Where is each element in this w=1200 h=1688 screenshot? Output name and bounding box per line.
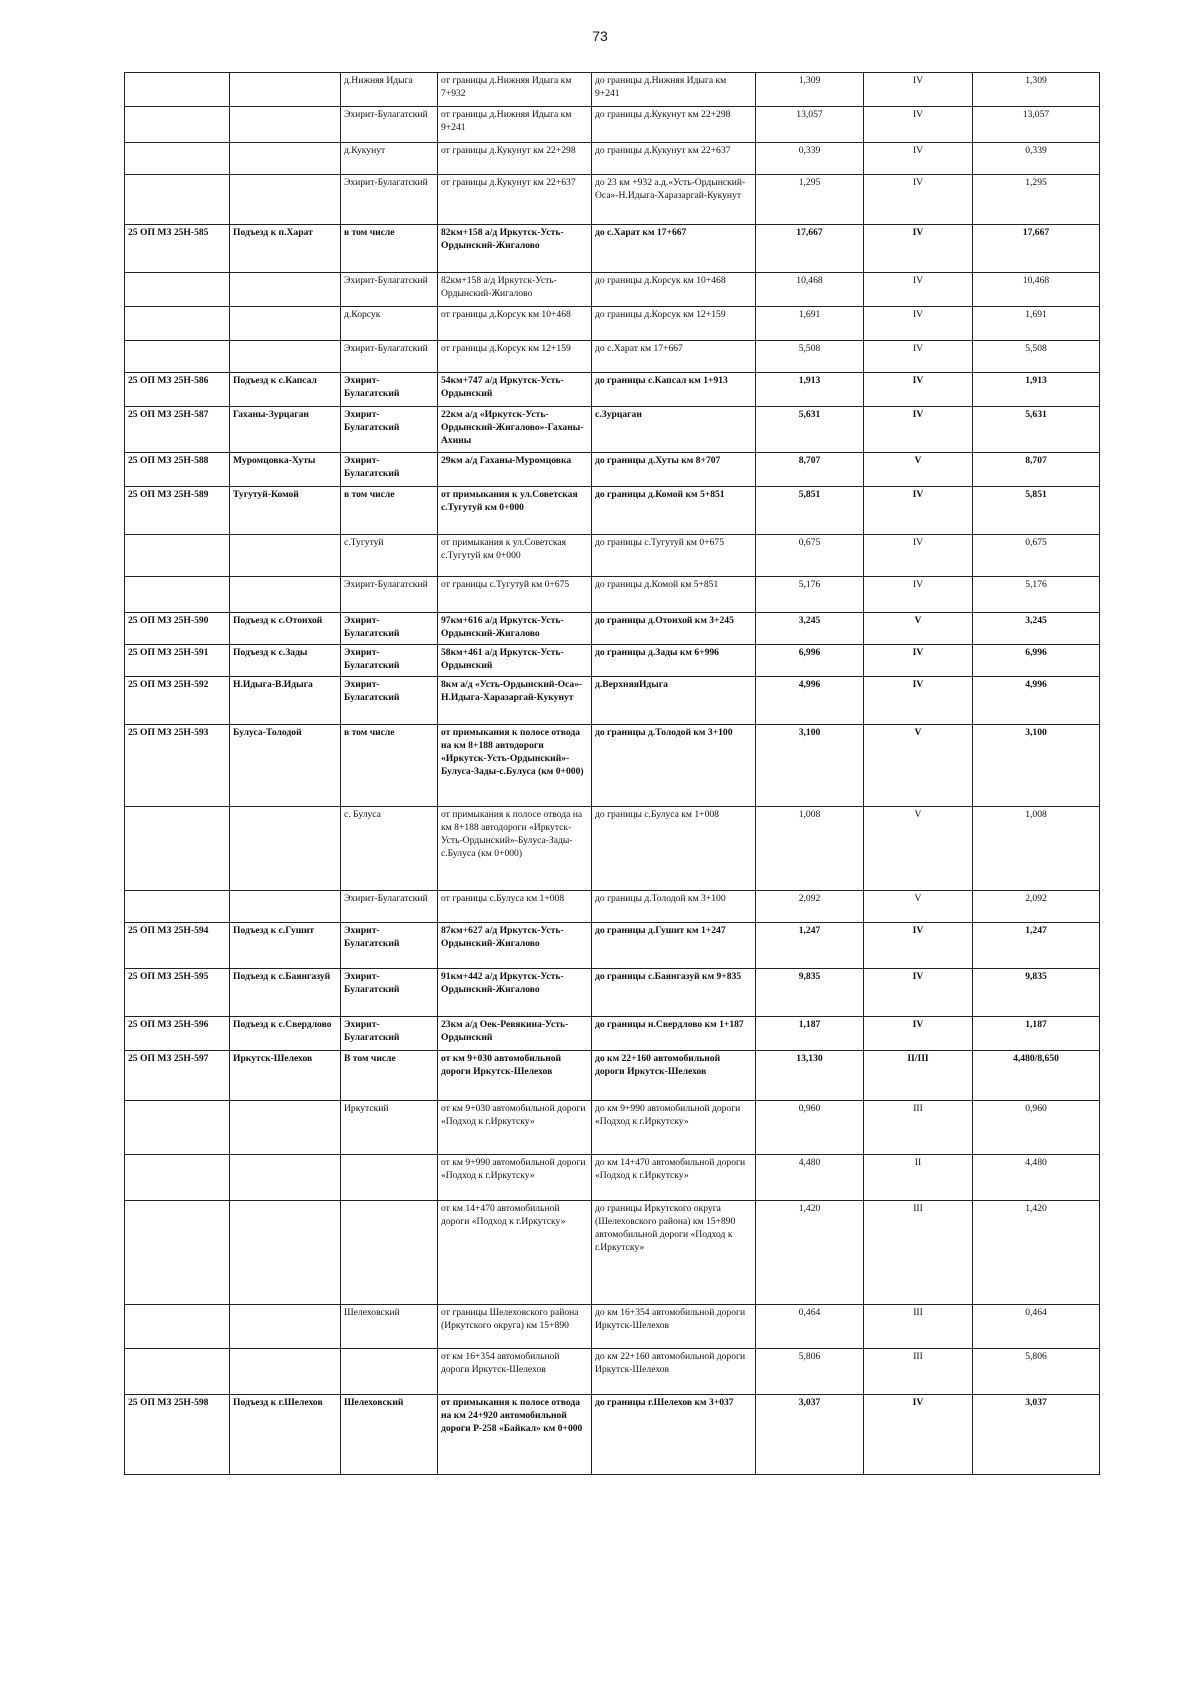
to-cell: до границы д.Отонхой км 3+245 [592,613,756,645]
table-row [125,307,1100,341]
length-cell: 6,996 [756,645,864,677]
table-row [125,613,1100,645]
category-cell: II/III [864,1051,973,1101]
road-id-cell [125,175,230,225]
length-cell: 13,057 [756,107,864,143]
road-name-cell [230,1349,341,1395]
from-cell: от границы Шелеховского района (Иркутского округа) км 15+890 [438,1305,592,1349]
table-row [125,1305,1100,1349]
to-cell: до границы д.Корсук км 10+468 [592,273,756,307]
district-cell: Эхирит-Булагатский [341,373,438,407]
to-cell: с.Зурцаган [592,407,756,453]
to-cell: до границы д.Кукунут км 22+637 [592,143,756,175]
length-cell: 0,339 [756,143,864,175]
from-cell: 97км+616 а/д Иркутск-Усть-Ордынский-Жигалово [438,613,592,645]
district-cell [341,1201,438,1305]
to-cell: до границы с.Булуса км 1+008 [592,807,756,891]
category-length-cell: 3,100 [973,725,1100,807]
category-cell: IV [864,969,973,1017]
from-cell: от границы д.Корсук км 10+468 [438,307,592,341]
category-cell: IV [864,225,973,273]
district-cell: Эхирит-Булагатский [341,969,438,1017]
category-cell: IV [864,143,973,175]
district-cell: Эхирит-Булагатский [341,273,438,307]
road-id-cell: 25 ОП МЗ 25Н-592 [125,677,230,725]
category-length-cell: 6,996 [973,645,1100,677]
district-cell: Эхирит-Булагатский [341,407,438,453]
road-id-cell: 25 ОП МЗ 25Н-590 [125,613,230,645]
category-length-cell: 8,707 [973,453,1100,487]
district-cell [341,1155,438,1201]
district-cell: с. Булуса [341,807,438,891]
category-length-cell: 17,667 [973,225,1100,273]
district-cell [341,1349,438,1395]
road-name-cell: Подъезд к с.Капсал [230,373,341,407]
category-cell: IV [864,407,973,453]
district-cell: в том числе [341,225,438,273]
district-cell: Эхирит-Булагатский [341,175,438,225]
category-cell: IV [864,645,973,677]
category-cell: V [864,613,973,645]
category-length-cell: 0,464 [973,1305,1100,1349]
category-length-cell: 1,913 [973,373,1100,407]
page-number: 73 [592,28,608,44]
district-cell: д.Корсук [341,307,438,341]
road-name-cell [230,143,341,175]
table-row [125,725,1100,807]
to-cell: до границы н.Свердлово км 1+187 [592,1017,756,1051]
road-id-cell [125,307,230,341]
length-cell: 1,420 [756,1201,864,1305]
category-cell: III [864,1305,973,1349]
road-name-cell [230,307,341,341]
category-length-cell: 1,309 [973,73,1100,107]
length-cell: 3,245 [756,613,864,645]
table-row [125,891,1100,923]
length-cell: 1,187 [756,1017,864,1051]
from-cell: 58км+461 а/д Иркутск-Усть-Ордынский [438,645,592,677]
road-id-cell [125,577,230,613]
road-name-cell: Н.Идыга-В.Идыга [230,677,341,725]
road-id-cell: 25 ОП МЗ 25Н-586 [125,373,230,407]
table-row [125,273,1100,307]
to-cell: до границы д.Хуты км 8+707 [592,453,756,487]
road-id-cell [125,1201,230,1305]
road-name-cell [230,107,341,143]
to-cell: до с.Харат км 17+667 [592,225,756,273]
road-id-cell: 25 ОП МЗ 25Н-594 [125,923,230,969]
category-cell: IV [864,487,973,535]
road-name-cell [230,1305,341,1349]
category-cell: IV [864,677,973,725]
length-cell: 4,996 [756,677,864,725]
road-name-cell [230,577,341,613]
table-row [125,175,1100,225]
category-cell: IV [864,107,973,143]
road-name-cell: Булуса-Толодой [230,725,341,807]
length-cell: 3,037 [756,1395,864,1475]
to-cell: до км 16+354 автомобильной дороги Иркутск-Шелехов [592,1305,756,1349]
district-cell: Иркутский [341,1101,438,1155]
category-length-cell: 10,468 [973,273,1100,307]
length-cell: 1,913 [756,373,864,407]
from-cell: от км 9+030 автомобильной дороги «Подход к г.Иркутску» [438,1101,592,1155]
from-cell: от км 16+354 автомобильной дороги Иркутск-Шелехов [438,1349,592,1395]
length-cell: 8,707 [756,453,864,487]
category-length-cell: 5,508 [973,341,1100,373]
table-row [125,73,1100,107]
category-length-cell: 4,996 [973,677,1100,725]
length-cell: 13,130 [756,1051,864,1101]
road-id-cell: 25 ОП МЗ 25Н-589 [125,487,230,535]
road-id-cell: 25 ОП МЗ 25Н-598 [125,1395,230,1475]
from-cell: от границы д.Кукунут км 22+637 [438,175,592,225]
table-row [125,645,1100,677]
category-cell: V [864,453,973,487]
from-cell: от км 14+470 автомобильной дороги «Подход к г.Иркутску» [438,1201,592,1305]
road-name-cell [230,273,341,307]
category-length-cell: 0,960 [973,1101,1100,1155]
length-cell: 17,667 [756,225,864,273]
road-id-cell [125,1155,230,1201]
category-cell: IV [864,1395,973,1475]
length-cell: 0,675 [756,535,864,577]
road-name-cell [230,1201,341,1305]
road-name-cell [230,535,341,577]
length-cell: 9,835 [756,969,864,1017]
length-cell: 5,176 [756,577,864,613]
category-length-cell: 1,691 [973,307,1100,341]
category-length-cell: 0,675 [973,535,1100,577]
length-cell: 10,468 [756,273,864,307]
category-cell: IV [864,577,973,613]
length-cell: 5,806 [756,1349,864,1395]
category-cell: IV [864,273,973,307]
road-id-cell [125,1349,230,1395]
category-length-cell: 4,480/8,650 [973,1051,1100,1101]
road-name-cell: Подъезд к с.Гушит [230,923,341,969]
from-cell: от границы д.Корсук км 12+159 [438,341,592,373]
district-cell: д.Кукунут [341,143,438,175]
table-row [125,577,1100,613]
from-cell: 22км а/д «Иркутск-Усть-Ордынский-Жигалово»-Гаханы-Ахины [438,407,592,453]
table-row [125,923,1100,969]
road-name-cell [230,1155,341,1201]
to-cell: до границы г.Шелехов км 3+037 [592,1395,756,1475]
length-cell: 3,100 [756,725,864,807]
category-cell: V [864,807,973,891]
district-cell: В том числе [341,1051,438,1101]
from-cell: от примыкания к полосе отвода на км 24+920 автомобильной дороги Р-258 «Байкал» км 0+000 [438,1395,592,1475]
from-cell: от км 9+990 автомобильной дороги «Подход к г.Иркутску» [438,1155,592,1201]
table-row [125,807,1100,891]
road-name-cell [230,807,341,891]
table-row [125,1101,1100,1155]
table-row [125,1051,1100,1101]
from-cell: от примыкания к ул.Советская с.Тугутуй км 0+000 [438,487,592,535]
table-row [125,341,1100,373]
to-cell: до км 9+990 автомобильной дороги «Подход к г.Иркутску» [592,1101,756,1155]
to-cell: до км 22+160 автомобильной дороги Иркутск-Шелехов [592,1349,756,1395]
road-id-cell: 25 ОП МЗ 25Н-595 [125,969,230,1017]
category-cell: IV [864,307,973,341]
category-length-cell: 2,092 [973,891,1100,923]
to-cell: д.ВерхняяИдыга [592,677,756,725]
category-length-cell: 1,295 [973,175,1100,225]
road-name-cell: Подъезд к с.Отонхой [230,613,341,645]
to-cell: до границы с.Капсал км 1+913 [592,373,756,407]
road-name-cell: Тугутуй-Комой [230,487,341,535]
category-cell: IV [864,1017,973,1051]
district-cell: Эхирит-Булагатский [341,577,438,613]
table-row [125,535,1100,577]
road-id-cell [125,1101,230,1155]
district-cell: Эхирит-Булагатский [341,613,438,645]
table-row [125,1155,1100,1201]
category-length-cell: 1,247 [973,923,1100,969]
length-cell: 0,464 [756,1305,864,1349]
category-cell: V [864,725,973,807]
table-row [125,1349,1100,1395]
from-cell: 82км+158 а/д Иркутск-Усть-Ордынский-Жигалово [438,225,592,273]
table-row [125,487,1100,535]
category-length-cell: 5,851 [973,487,1100,535]
from-cell: от границы д.Нижняя Идыга км 7+932 [438,73,592,107]
district-cell: Шелеховский [341,1395,438,1475]
road-name-cell: Подъезд к п.Харат [230,225,341,273]
district-cell: д.Нижняя Идыга [341,73,438,107]
length-cell: 0,960 [756,1101,864,1155]
length-cell: 2,092 [756,891,864,923]
road-id-cell [125,341,230,373]
category-length-cell: 13,057 [973,107,1100,143]
road-name-cell [230,341,341,373]
road-id-cell [125,891,230,923]
category-cell: IV [864,373,973,407]
from-cell: 87км+627 а/д Иркутск-Усть-Ордынский-Жигалово [438,923,592,969]
from-cell: от границы д.Нижняя Идыга км 9+241 [438,107,592,143]
road-id-cell [125,143,230,175]
category-cell: IV [864,923,973,969]
category-cell: IV [864,341,973,373]
road-id-cell: 25 ОП МЗ 25Н-585 [125,225,230,273]
road-name-cell [230,1101,341,1155]
road-id-cell [125,1305,230,1349]
length-cell: 5,631 [756,407,864,453]
category-cell: III [864,1349,973,1395]
length-cell: 5,851 [756,487,864,535]
district-cell: в том числе [341,487,438,535]
to-cell: до км 14+470 автомобильной дороги «Подход к г.Иркутску» [592,1155,756,1201]
length-cell: 1,295 [756,175,864,225]
category-cell: IV [864,535,973,577]
road-id-cell: 25 ОП МЗ 25Н-587 [125,407,230,453]
road-id-cell [125,807,230,891]
district-cell: в том числе [341,725,438,807]
road-name-cell: Подъезд к с.Свердлово [230,1017,341,1051]
category-cell: III [864,1101,973,1155]
district-cell: Эхирит-Булагатский [341,891,438,923]
table-row [125,453,1100,487]
category-length-cell: 3,245 [973,613,1100,645]
category-cell: II [864,1155,973,1201]
road-name-cell: Иркутск-Шелехов [230,1051,341,1101]
to-cell: до границы д.Толодой км 3+100 [592,891,756,923]
category-length-cell: 3,037 [973,1395,1100,1475]
category-cell: III [864,1201,973,1305]
from-cell: 29км а/д Гаханы-Муромцовка [438,453,592,487]
to-cell: до границы д.Нижняя Идыга км 9+241 [592,73,756,107]
table-row [125,373,1100,407]
road-name-cell: Подъезд к с.Зады [230,645,341,677]
category-length-cell: 5,176 [973,577,1100,613]
road-id-cell: 25 ОП МЗ 25Н-593 [125,725,230,807]
road-name-cell: Подъезд к с.Баянгазуй [230,969,341,1017]
district-cell: Эхирит-Булагатский [341,1017,438,1051]
category-length-cell: 1,008 [973,807,1100,891]
to-cell: до с.Харат км 17+667 [592,341,756,373]
length-cell: 1,247 [756,923,864,969]
road-id-cell [125,73,230,107]
to-cell: до границы с.Тугутуй км 0+675 [592,535,756,577]
district-cell: Шелеховский [341,1305,438,1349]
from-cell: от границы с.Булуса км 1+008 [438,891,592,923]
table-row [125,969,1100,1017]
district-cell: Эхирит-Булагатский [341,923,438,969]
road-name-cell: Муромцовка-Хуты [230,453,341,487]
roads-table [124,72,1100,1475]
table-body [125,73,1100,1475]
table-row [125,677,1100,725]
to-cell: до 23 км +932 а.д.«Усть-Ордынский-Оса»-Н.Идыга-Харазаргай-Кукунут [592,175,756,225]
district-cell: с.Тугутуй [341,535,438,577]
district-cell: Эхирит-Булагатский [341,645,438,677]
length-cell: 4,480 [756,1155,864,1201]
to-cell: до границы д.Гушит км 1+247 [592,923,756,969]
to-cell: до границы д.Комой км 5+851 [592,487,756,535]
to-cell: до границы д.Толодой км 3+100 [592,725,756,807]
from-cell: от примыкания к ул.Советская с.Тугутуй км 0+000 [438,535,592,577]
road-name-cell [230,891,341,923]
to-cell: до границы Иркутского округа (Шелеховского района) км 15+890 автомобильной дороги «Подход к г.Иркутску» [592,1201,756,1305]
to-cell: до границы с.Баянгазуй км 9+835 [592,969,756,1017]
table-row [125,225,1100,273]
to-cell: до км 22+160 автомобильной дороги Иркутск-Шелехов [592,1051,756,1101]
from-cell: 23км а/д Оек-Ревякина-Усть-Ордынский [438,1017,592,1051]
category-length-cell: 5,631 [973,407,1100,453]
table-row [125,107,1100,143]
from-cell: 91км+442 а/д Иркутск-Усть-Ордынский-Жигалово [438,969,592,1017]
table-row [125,407,1100,453]
road-id-cell: 25 ОП МЗ 25Н-591 [125,645,230,677]
from-cell: 54км+747 а/д Иркутск-Усть-Ордынский [438,373,592,407]
road-id-cell [125,107,230,143]
to-cell: до границы д.Кукунут км 22+298 [592,107,756,143]
from-cell: 82км+158 а/д Иркутск-Усть-Ордынский-Жигалово [438,273,592,307]
district-cell: Эхирит-Булагатский [341,341,438,373]
road-id-cell: 25 ОП МЗ 25Н-597 [125,1051,230,1101]
from-cell: от км 9+030 автомобильной дороги Иркутск-Шелехов [438,1051,592,1101]
to-cell: до границы д.Зады км 6+996 [592,645,756,677]
category-length-cell: 1,187 [973,1017,1100,1051]
from-cell: от границы д.Кукунут км 22+298 [438,143,592,175]
category-cell: V [864,891,973,923]
category-cell: IV [864,175,973,225]
from-cell: 8км а/д «Усть-Ордынский-Оса»-Н.Идыга-Харазаргай-Кукунут [438,677,592,725]
length-cell: 1,691 [756,307,864,341]
category-length-cell: 4,480 [973,1155,1100,1201]
from-cell: от границы с.Тугутуй км 0+675 [438,577,592,613]
table-row [125,1017,1100,1051]
road-id-cell: 25 ОП МЗ 25Н-588 [125,453,230,487]
length-cell: 1,008 [756,807,864,891]
table-row [125,1201,1100,1305]
length-cell: 1,309 [756,73,864,107]
category-length-cell: 9,835 [973,969,1100,1017]
length-cell: 5,508 [756,341,864,373]
road-id-cell: 25 ОП МЗ 25Н-596 [125,1017,230,1051]
road-name-cell: Подъезд к г.Шелехов [230,1395,341,1475]
table-row [125,143,1100,175]
road-name-cell [230,175,341,225]
category-length-cell: 5,806 [973,1349,1100,1395]
category-cell: IV [864,73,973,107]
to-cell: до границы д.Корсук км 12+159 [592,307,756,341]
to-cell: до границы д.Комой км 5+851 [592,577,756,613]
road-id-cell [125,535,230,577]
road-name-cell [230,73,341,107]
category-length-cell: 0,339 [973,143,1100,175]
road-name-cell: Гаханы-Зурцаган [230,407,341,453]
road-id-cell [125,273,230,307]
district-cell: Эхирит-Булагатский [341,677,438,725]
table-row [125,1395,1100,1475]
category-length-cell: 1,420 [973,1201,1100,1305]
from-cell: от примыкания к полосе отвода на км 8+188 автодороги «Иркутск-Усть-Ордынский»-Булуса-Зады-с.Булуса (км 0+000) [438,807,592,891]
district-cell: Эхирит-Булагатский [341,107,438,143]
district-cell: Эхирит-Булагатский [341,453,438,487]
from-cell: от примыкания к полосе отвода на км 8+188 автодороги «Иркутск-Усть-Ордынский»-Булуса-Зады-с.Булуса (км 0+000) [438,725,592,807]
